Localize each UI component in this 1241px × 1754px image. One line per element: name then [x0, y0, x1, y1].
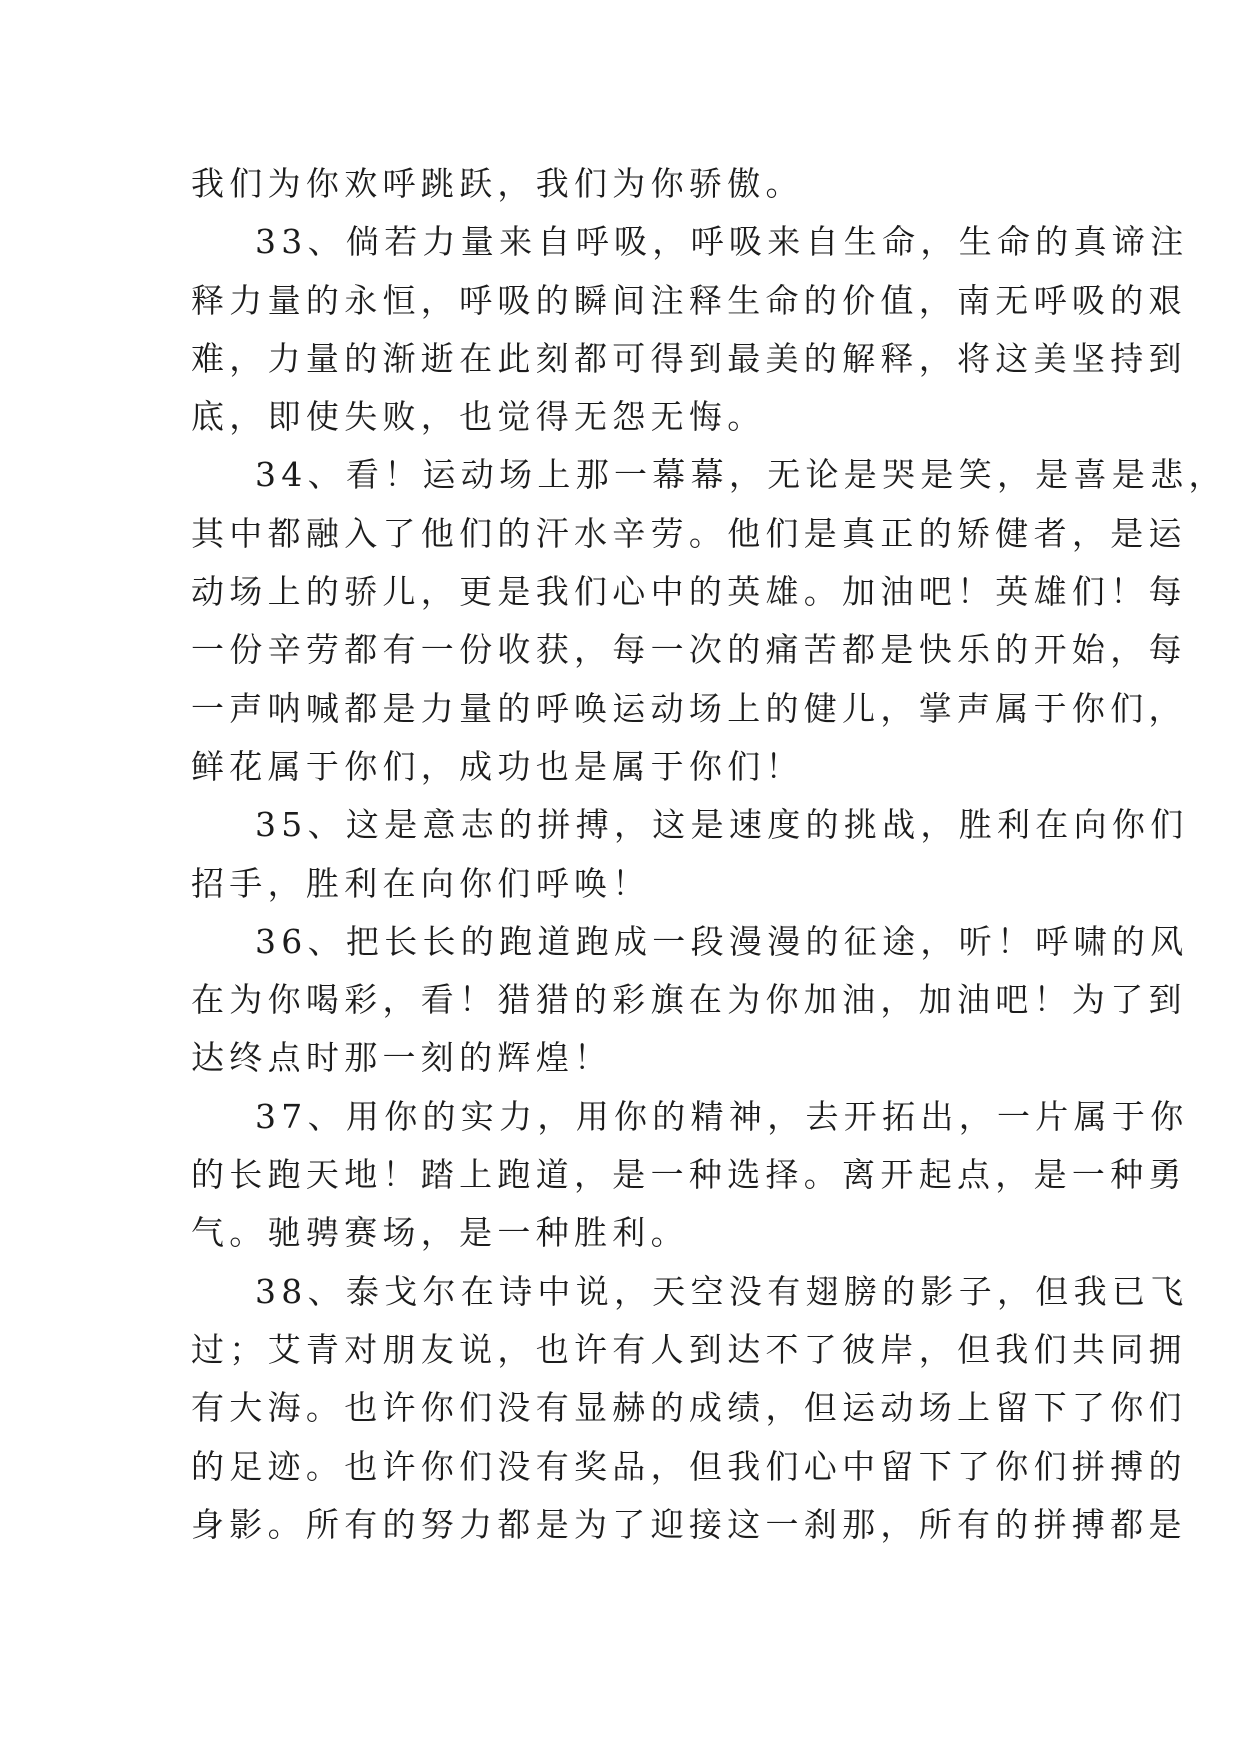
text-line: 一份辛劳都有一份收获，每一次的痛苦都是快乐的开始，每 — [191, 630, 1187, 670]
text-line: 的足迹。也许你们没有奖品，但我们心中留下了你们拼搏的 — [191, 1446, 1187, 1486]
text-line: 过；艾青对朋友说，也许有人到达不了彼岸，但我们共同拥 — [191, 1329, 1187, 1369]
text-line: 33、倘若力量来自呼吸，呼吸来自生命，生命的真谛注 — [255, 222, 1189, 262]
text-line: 有大海。也许你们没有显赫的成绩，但运动场上留下了你们 — [191, 1388, 1187, 1428]
text-line: 在为你喝彩，看！猎猎的彩旗在为你加油，加油吧！为了到 — [191, 980, 1187, 1020]
text-line: 一声呐喊都是力量的呼唤运动场上的健儿，掌声属于你们， — [191, 688, 1187, 728]
text-line: 我们为你欢呼跳跃，我们为你骄傲。 — [191, 164, 804, 203]
text-line: 底，即使失败，也觉得无怨无悔。 — [191, 397, 766, 437]
text-line: 38、泰戈尔在诗中说，天空没有翅膀的影子，但我已飞 — [255, 1271, 1189, 1311]
text-line: 其中都融入了他们的汗水辛劳。他们是真正的矫健者，是运 — [191, 513, 1187, 553]
text-line: 身影。所有的努力都是为了迎接这一刹那，所有的拼搏都是 — [191, 1504, 1187, 1544]
text-line: 达终点时那一刻的辉煌！ — [191, 1038, 613, 1078]
text-line: 34、看！运动场上那一幕幕，无论是哭是笑，是喜是悲， — [255, 455, 1227, 495]
document-body — [191, 155, 1227, 1554]
text-line: 35、这是意志的拼搏，这是速度的挑战，胜利在向你们 — [255, 805, 1189, 845]
text-line: 36、把长长的跑道跑成一段漫漫的征途，听！呼啸的风 — [255, 921, 1189, 961]
text-line: 气。驰骋赛场，是一种胜利。 — [191, 1213, 689, 1253]
text-line: 鲜花属于你们，成功也是属于你们！ — [191, 746, 804, 786]
text-line: 释力量的永恒，呼吸的瞬间注释生命的价值，南无呼吸的艰 — [191, 280, 1187, 320]
text-line: 动场上的骄儿，更是我们心中的英雄。加油吧！英雄们！每 — [191, 572, 1187, 612]
text-line: 37、用你的实力，用你的精神，去开拓出，一片属于你 — [255, 1096, 1189, 1136]
text-line: 的长跑天地！踏上跑道，是一种选择。离开起点，是一种勇 — [191, 1155, 1187, 1195]
text-line: 难，力量的渐逝在此刻都可得到最美的解释，将这美坚持到 — [191, 338, 1187, 378]
text-line: 招手，胜利在向你们呼唤！ — [191, 863, 651, 903]
